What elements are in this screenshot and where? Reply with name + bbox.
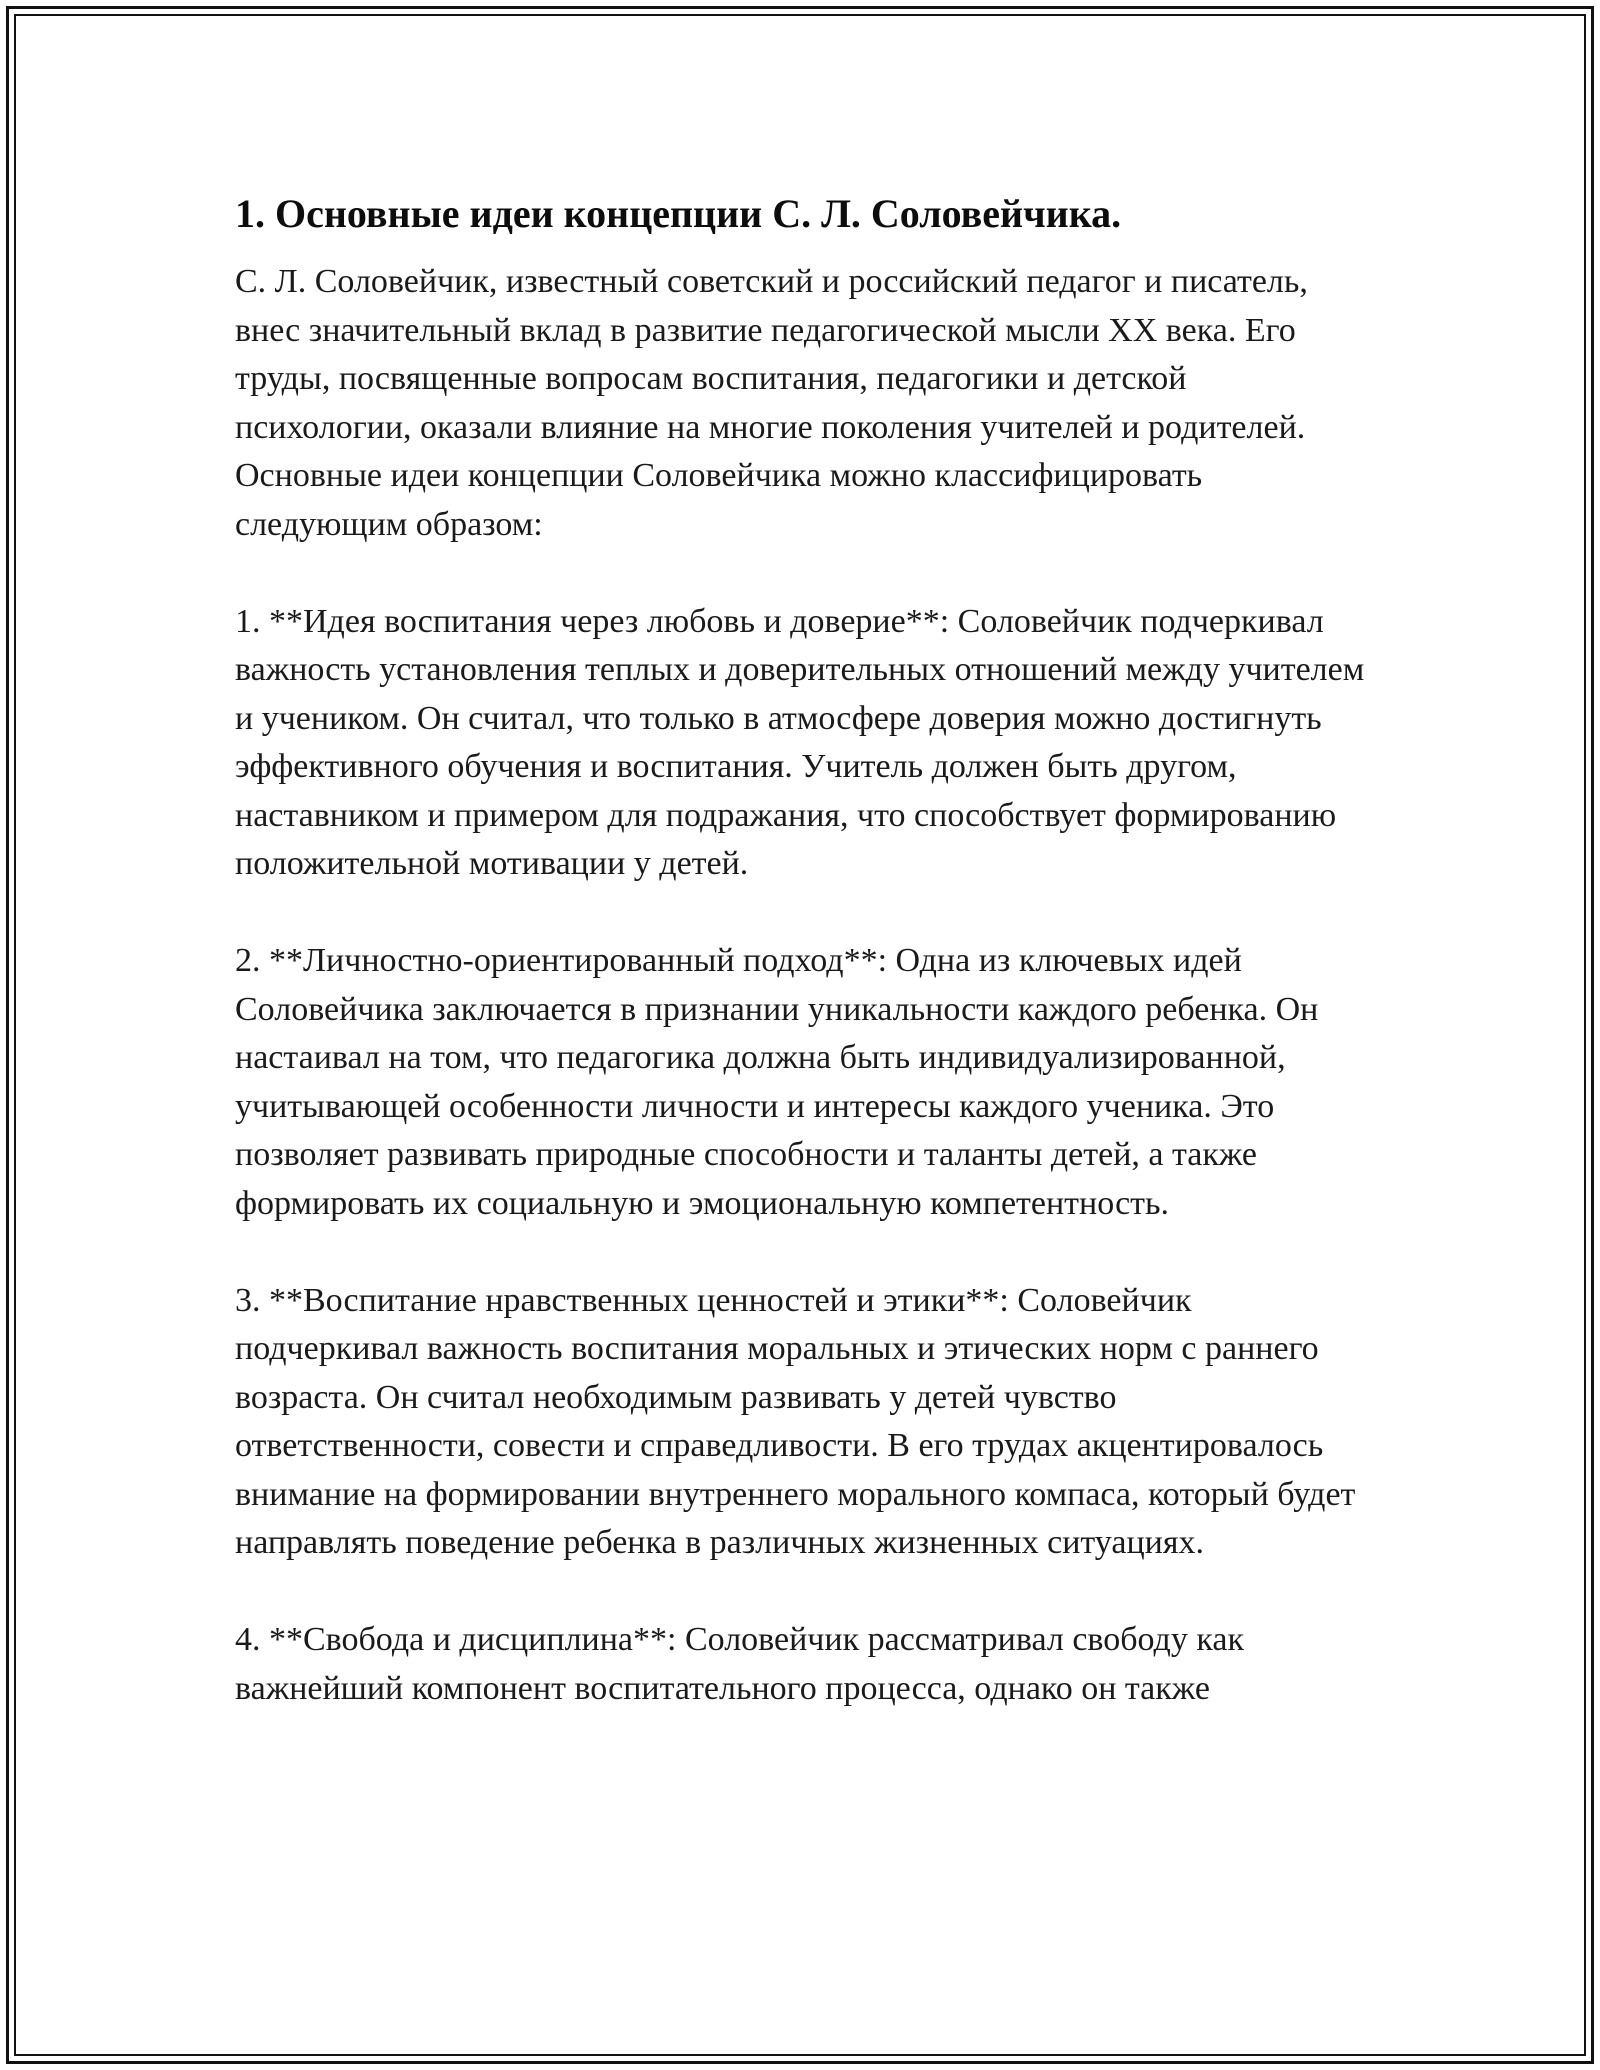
intro-paragraph: С. Л. Соловейчик, известный советский и российский педагог и писатель, внес значительный вклад в развитие педагогической мысли XX века. Его труды, посвященные вопросам воспитания, педагогики и детской психологии, оказали влияние на многие поколения учителей и родителей. Основные идеи концепции Соловейчика можно классифицировать следующим образом:: [235, 263, 1308, 543]
list-item-4: 4. **Свобода и дисциплина**: Соловейчик рассматривал свободу как важнейший компонент воспитательного процесса, однако он также: [235, 1621, 1244, 1707]
list-item-1: 1. **Идея воспитания через любовь и доверие**: Соловейчик подчеркивал важность установления теплых и доверительных отношений между учителем и учеником. Он считал, что только в атмосфере доверия можно достигнуть эффективного обучения и воспитания. Учитель должен быть другом, наставником и примером для подражания, что способствует формированию положительной мотивации у детей.: [235, 602, 1365, 882]
list-item-3: 3. **Воспитание нравственных ценностей и этики**: Соловейчик подчеркивал важность воспитания моральных и этических норм с раннего возраста. Он считал необходимым развивать у детей чувство ответственности, совести и справедливости. В его трудах акцентировалось внимание на формировании внутреннего морального компаса, который будет направлять поведение ребенка в различных жизненных ситуациях.: [235, 1281, 1356, 1561]
section-heading: 1. Основные идеи концепции С. Л. Соловейчика.: [235, 191, 1122, 236]
document-body: [235, 186, 1365, 1713]
list-item-2: 2. **Личностно-ориентированный подход**: Одна из ключевых идей Соловейчика заключается в признании уникальности каждого ребенка. Он настаивал на том, что педагогика должна быть индивидуализированной, учитывающей особенности личности и интересы каждого ученика. Это позволяет развивать природные способности и таланты детей, а также формировать их социальную и эмоциональную компетентность.: [235, 942, 1319, 1222]
